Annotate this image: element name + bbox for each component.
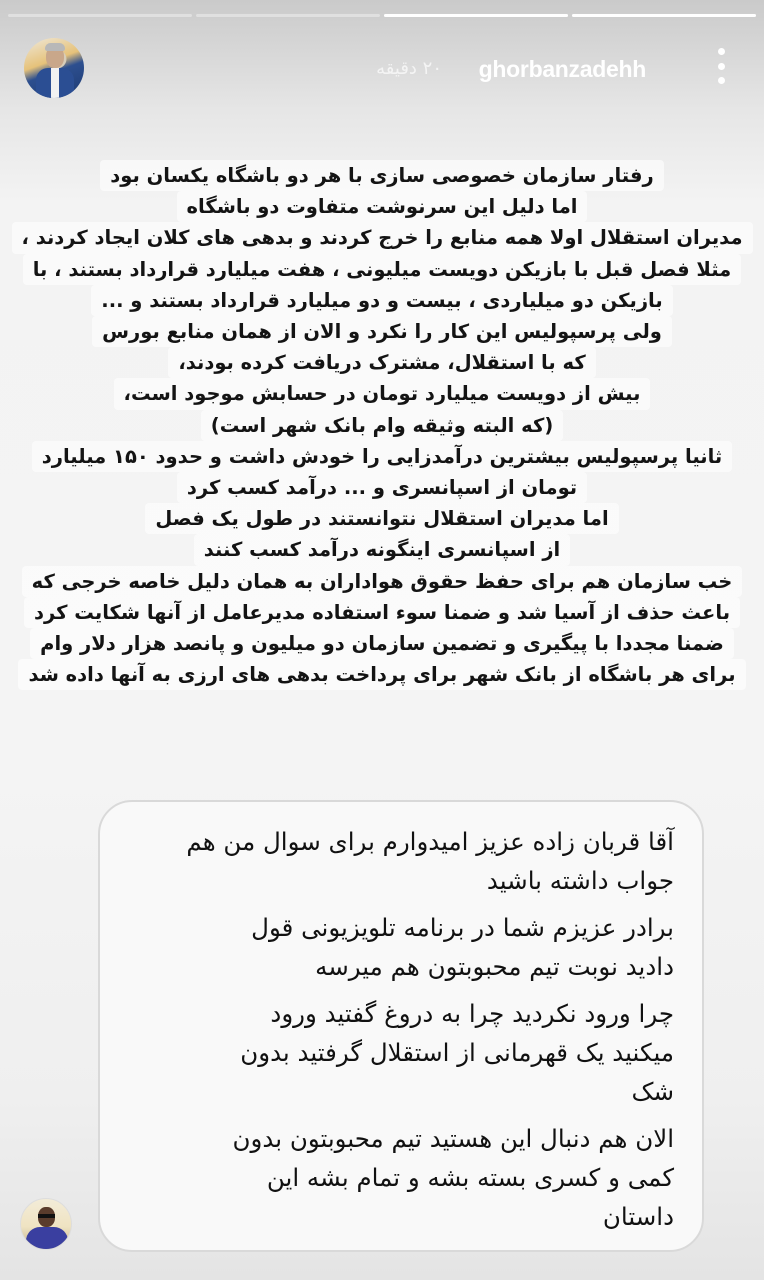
question-paragraph [128,1119,674,1236]
asker-avatar [20,1198,72,1250]
question-text-line: دادید نوبت تیم محبوبتون هم میرسه [315,952,674,981]
text-highlight-block [194,534,570,565]
avatar-body [26,1227,68,1250]
story-progress-bar [8,14,756,17]
progress-segment-1 [8,14,192,17]
story-header [0,36,764,100]
question-text-line: داستان [602,1202,674,1231]
story-text-line: تومان از اسپانسری و ... درآمد کسب کرد [186,476,578,500]
dot [718,77,725,84]
progress-segment-2 [196,14,380,17]
username-link[interactable]: ghorbanzadehh [478,56,646,82]
avatar-hair [45,43,65,51]
dot [718,48,725,55]
story-text-line: رفتار سازمان خصوصی سازی با هر دو باشگاه یکسان بود [110,164,654,187]
story-text-line: ولی پرسپولیس این کار را نکرد و الان از همان منابع بورس [102,320,662,344]
story-text-body [0,160,764,690]
story-text-line: بازیکن دو میلیاردی ، بیست و دو میلیارد قرارداد بستند و ... [101,288,663,312]
question-paragraph [128,908,674,986]
story-text-line: ثانیا پرسپولیس بیشترین درآمدزایی را خودش داشت و حدود ۱۵۰ میلیارد [41,444,723,468]
question-text-line: برادر عزیزم شما در برنامه تلویزیونی قول [251,913,674,942]
story-text-line: از اسپانسری اینگونه درآمد کسب کنند [203,538,561,562]
story-text-line: که با استقلال، مشترک دریافت کرده بودند، [178,351,586,375]
text-highlight-block [32,441,733,472]
story-text-line: ضمنا مجددا با پیگیری و تضمین سازمان دو میلیون و پانصد هزار دلار وام [40,632,724,656]
story-text-line: برای هر باشگاه از بانک شهر برای پرداخت بدهی های ارزی به آنها داده شد [28,663,736,687]
text-highlight-block [114,378,651,409]
text-highlight-block [30,628,734,659]
text-highlight-block [24,597,740,628]
question-paragraph [128,822,674,900]
story-text-line: اما دلیل این سرنوشت متفاوت دو باشگاه [186,195,578,219]
question-text-line: میکنید یک قهرمانی از استقلال گرفتید بدون [240,1038,674,1067]
text-highlight-block [91,285,672,316]
sunglasses-icon [38,1214,55,1218]
story-text-line: مدیران استقلال اولا همه منابع را خرج کردند و بدهی های کلان ایجاد کردند ، [21,226,743,250]
story-text-line: اما مدیران استقلال نتوانستند در طول یک فصل [155,507,609,531]
question-text-line: آقا قربان زاده عزیز امیدوارم برای سوال من هم [186,827,674,856]
question-text-line: الان هم دنبال این هستید تیم محبوبتون بدون [232,1124,674,1153]
story-text-line: بیش از دویست میلیارد تومان در حسابش موجود است، [123,382,641,406]
text-highlight-block [92,316,672,347]
text-highlight-block [23,254,742,285]
question-text-line: شک [631,1077,674,1106]
dot [718,63,725,70]
text-highlight-block [145,503,618,534]
avatar-shirt [51,68,59,98]
story-text-line: (که البته وثیقه وام بانک شهر است) [210,413,554,437]
text-highlight-block [177,191,588,222]
text-highlight-block [100,160,663,191]
profile-avatar[interactable] [24,38,84,98]
question-text-line: جواب داشته باشید [486,866,674,895]
text-highlight-block [168,347,595,378]
question-text-line: کمی و کسری بسته بشه و تمام بشه این [266,1163,674,1192]
progress-segment-4 [572,14,756,17]
progress-fill [384,14,568,17]
text-highlight-block [12,222,753,253]
post-time-ago: ۲۰ دقیقه [376,58,442,79]
progress-fill [572,14,756,17]
question-paragraph [128,994,674,1111]
progress-segment-3 [384,14,568,17]
story-text-line: خب سازمان هم برای حفظ حقوق هواداران به همان دلیل خاصه خرجی که [31,569,733,593]
question-sticker-card [98,800,704,1252]
text-highlight-block [18,659,745,690]
question-text-line: چرا ورود نکردید چرا به دروغ گفتید ورود [270,999,674,1028]
story-text-line: باعث حذف از آسیا شد و ضمنا سوء استفاده مدیرعامل از آنها شکایت کرد [34,600,731,624]
story-text-line: مثلا فصل قبل با بازیکن دویست میلیونی ، هفت میلیارد قرارداد بستند ، با [32,257,732,281]
text-highlight-block [22,566,743,597]
text-highlight-block [201,410,563,441]
text-highlight-block [177,472,587,503]
vertical-ellipsis-icon[interactable] [716,48,726,84]
